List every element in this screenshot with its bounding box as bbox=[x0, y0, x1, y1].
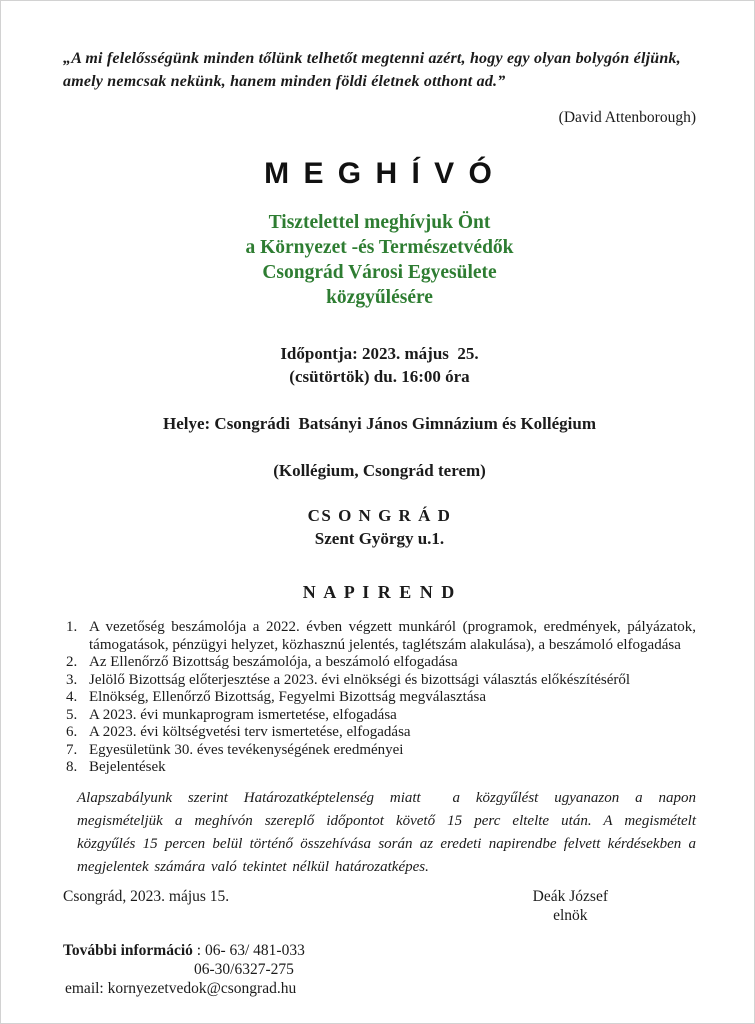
agenda-item-text: Egyesületünk 30. éves tevékenységének eredményei bbox=[89, 741, 404, 758]
invitation-line: Csongrád Városi Egyesülete bbox=[262, 262, 497, 283]
contact-phone-primary-value: : 06- 63/ 481-033 bbox=[192, 941, 305, 959]
agenda-item-text: Az Ellenőrző Bizottság beszámolója, a beszámoló elfogadása bbox=[89, 654, 458, 670]
date-place: Csongrád, 2023. május 15. bbox=[63, 887, 230, 905]
agenda-item bbox=[63, 619, 696, 654]
contact-phone-primary bbox=[63, 941, 696, 960]
agenda-item-text: A vezetőség beszámolója a 2022. évben végzett munkáról (programok, eredmények, pályázatok, támogatások, pénzügyi helyzet, közhasznú jelentés, taglétszám alakulása), a beszámoló elfogadása bbox=[89, 619, 696, 653]
venue-line: Helye: Csongrádi Batsányi János Gimnázium és Kollégium bbox=[162, 414, 597, 433]
agenda-item bbox=[63, 689, 696, 707]
agenda-item-text: Elnökség, Ellenőrző Bizottság, Fegyelmi Bizottság megválasztása bbox=[89, 689, 486, 705]
agenda-item-number: 3. bbox=[66, 671, 78, 688]
signature-block bbox=[533, 887, 608, 925]
agenda-item-text: A 2023. évi költségvetési terv ismertetése, elfogadása bbox=[89, 724, 411, 740]
agenda-item-number: 5. bbox=[66, 706, 78, 723]
quorum-notice: Alapszabályunk szerint Határozatképtelenség miatt a közgyűlést ugyanazon a napon megismételjük a meghívón szereplő időpontot követő 15 perc eltelte után. A megismételt közgyűlés 15 percen belül történő összehívása során az eredeti napirendbe felvett kérdésekben a megjelentek számára való tekintet nélkül határozatképes. bbox=[77, 789, 708, 875]
schedule-date: Időpontja: 2023. május 25. bbox=[280, 344, 479, 363]
agenda-list bbox=[63, 619, 696, 777]
quote-text: „A mi felelősségünk minden tőlünk telhetőt megtenni azért, hogy egy olyan bolygón éljünk, amely nemcsak nekünk, hanem minden földi életnek otthont ad.” bbox=[63, 50, 686, 90]
schedule-block bbox=[63, 342, 696, 388]
agenda-heading: N A P I R E N D bbox=[302, 582, 457, 602]
invitation-line: közgyűlésére bbox=[326, 287, 433, 308]
address-block bbox=[63, 504, 696, 550]
schedule-time: (csütörtök) du. 16:00 óra bbox=[289, 367, 470, 386]
agenda-item-text: Jelölő Bizottság előterjesztése a 2023. évi elnökségi és bizottsági választás előkészítéséről bbox=[89, 671, 631, 688]
contact-info-label: További információ bbox=[63, 941, 193, 959]
venue-city: CS O N G R Á D bbox=[307, 506, 452, 525]
agenda-item-text: Bejelentések bbox=[89, 759, 166, 775]
agenda-item bbox=[63, 742, 696, 760]
agenda-item-number: 7. bbox=[66, 741, 78, 758]
quote-attribution: (David Attenborough) bbox=[558, 109, 696, 126]
agenda-item-text: A 2023. évi munkaprogram ismertetése, elfogadása bbox=[89, 706, 397, 723]
signature-title: elnök bbox=[553, 906, 588, 924]
agenda-item bbox=[63, 672, 696, 690]
invitation-line: Tisztelettel meghívjuk Önt bbox=[268, 212, 491, 233]
agenda-item bbox=[63, 724, 696, 742]
agenda-item-number: 1. bbox=[66, 619, 78, 635]
agenda-item-number: 4. bbox=[66, 689, 78, 705]
agenda-item-number: 6. bbox=[66, 724, 78, 740]
venue-street: Szent György u.1. bbox=[314, 529, 445, 548]
agenda-item-number: 8. bbox=[66, 759, 78, 775]
venue-detail: (Kollégium, Csongrád terem) bbox=[273, 461, 486, 480]
signature-name: Deák József bbox=[532, 887, 608, 905]
agenda-item bbox=[63, 759, 696, 777]
page-title: M E G H Í V Ó bbox=[264, 157, 495, 190]
contact-email: email: kornyezetvedok@csongrad.hu bbox=[65, 979, 297, 997]
invitation-block bbox=[63, 210, 696, 310]
invitation-line: a Környezet -és Természetvédők bbox=[245, 237, 514, 258]
contact-info-block bbox=[63, 941, 696, 998]
contact-phone-secondary: 06-30/6327-275 bbox=[194, 960, 294, 978]
footer-row bbox=[63, 887, 696, 925]
agenda-item-number: 2. bbox=[66, 654, 78, 670]
agenda-item bbox=[63, 707, 696, 725]
agenda-item bbox=[63, 654, 696, 672]
